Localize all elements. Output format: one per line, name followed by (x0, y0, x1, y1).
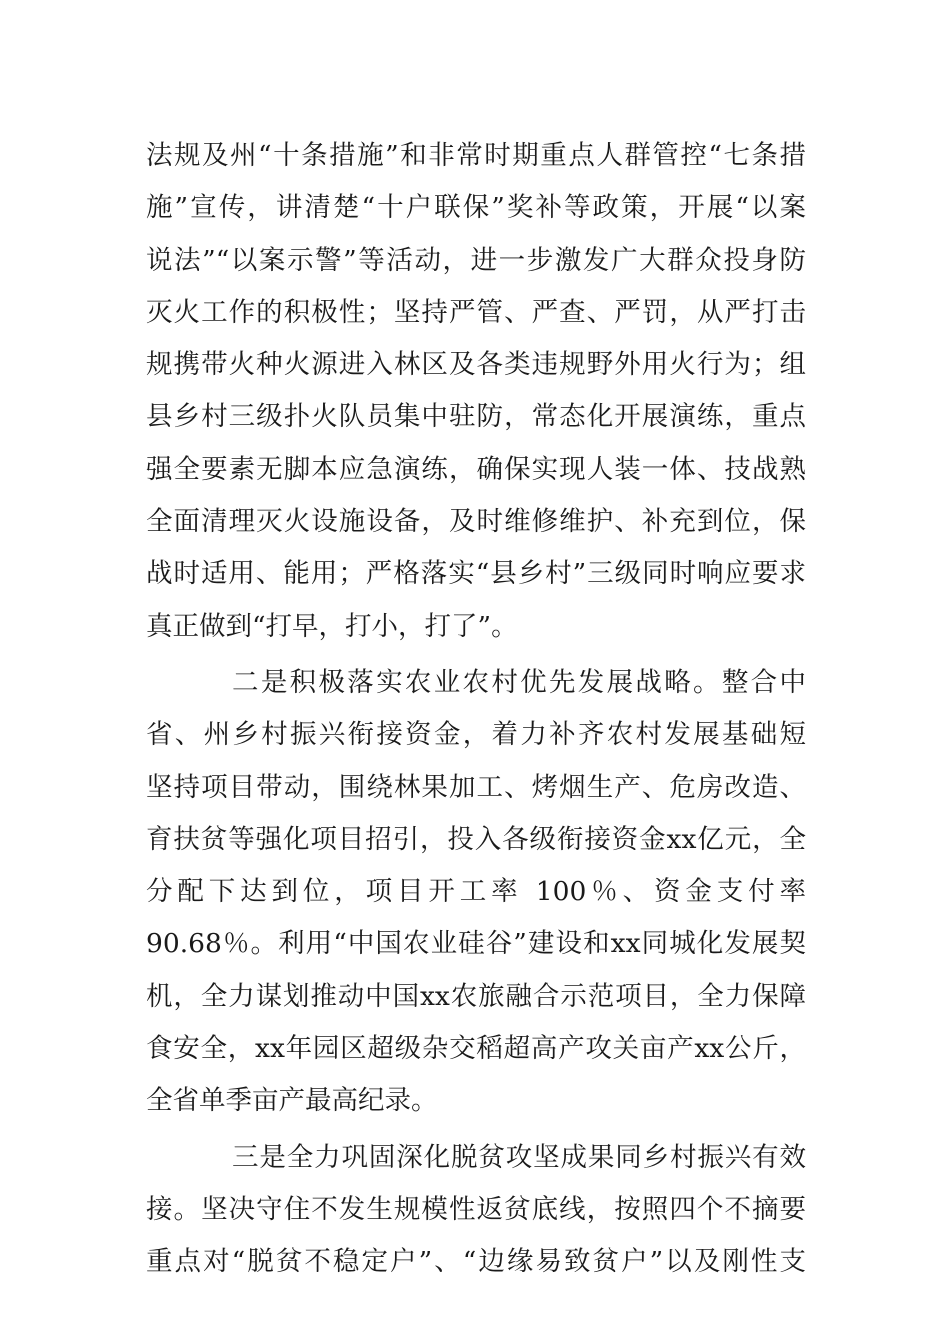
text-line: 战时适用、能用；严格落实“县乡村”三级同时响应要求 (146, 558, 806, 590)
text-line: 全省单季亩产最高纪录。 (146, 1085, 438, 1117)
paragraph-3 (146, 1132, 806, 1289)
text-line: 县乡村三级扑火队员集中驻防，常态化开展演练，重点 (146, 401, 806, 433)
paragraph-1 (146, 130, 806, 653)
text-line: 二是积极落实农业农村优先发展战略。整合中 (232, 666, 806, 698)
text-line: 分配下达到位，项目开工率 100％、资金支付率 (146, 876, 806, 908)
text-line: 真正做到“打早，打小，打了”。 (146, 610, 518, 642)
text-line: 机，全力谋划推动中国xx农旅融合示范项目，全力保障 (146, 980, 806, 1012)
text-line: 重点对“脱贫不稳定户”、“边缘易致贫户”以及刚性支 (146, 1246, 806, 1278)
paragraph-2 (146, 657, 806, 1128)
text-line: 省、州乡村振兴衔接资金，着力补齐农村发展基础短 (146, 719, 806, 751)
document-body (146, 130, 806, 1289)
text-line: 三是全力巩固深化脱贫攻坚成果同乡村振兴有效 (232, 1141, 806, 1173)
text-line: 灭火工作的积极性；坚持严管、严查、严罚，从严打击 (146, 296, 806, 328)
text-line: 全面清理灭火设施设备，及时维修维护、补充到位，保 (146, 506, 806, 538)
text-line: 施”宣传，讲清楚“十户联保”奖补等政策，开展“以案 (146, 192, 806, 224)
text-line: 接。坚决守住不发生规模性返贫底线，按照四个不摘要 (146, 1193, 806, 1225)
text-line: 说法”“以案示警”等活动，进一步激发广大群众投身防 (146, 244, 806, 276)
text-line: 规携带火种火源进入林区及各类违规野外用火行为；组 (146, 349, 806, 381)
text-line: 90.68％。利用“中国农业硅谷”建设和xx同城化发展契 (146, 928, 806, 960)
text-line: 强全要素无脚本应急演练，确保实现人装一体、技战熟 (146, 453, 806, 485)
text-line: 育扶贫等强化项目招引，投入各级衔接资金xx亿元，全 (146, 823, 806, 855)
text-line: 食安全，xx年园区超级杂交稻超高产攻关亩产xx公斤， (146, 1033, 806, 1065)
text-line: 坚持项目带动，围绕林果加工、烤烟生产、危房改造、 (146, 771, 806, 803)
text-line: 法规及州“十条措施”和非常时期重点人群管控“七条措 (146, 140, 806, 171)
